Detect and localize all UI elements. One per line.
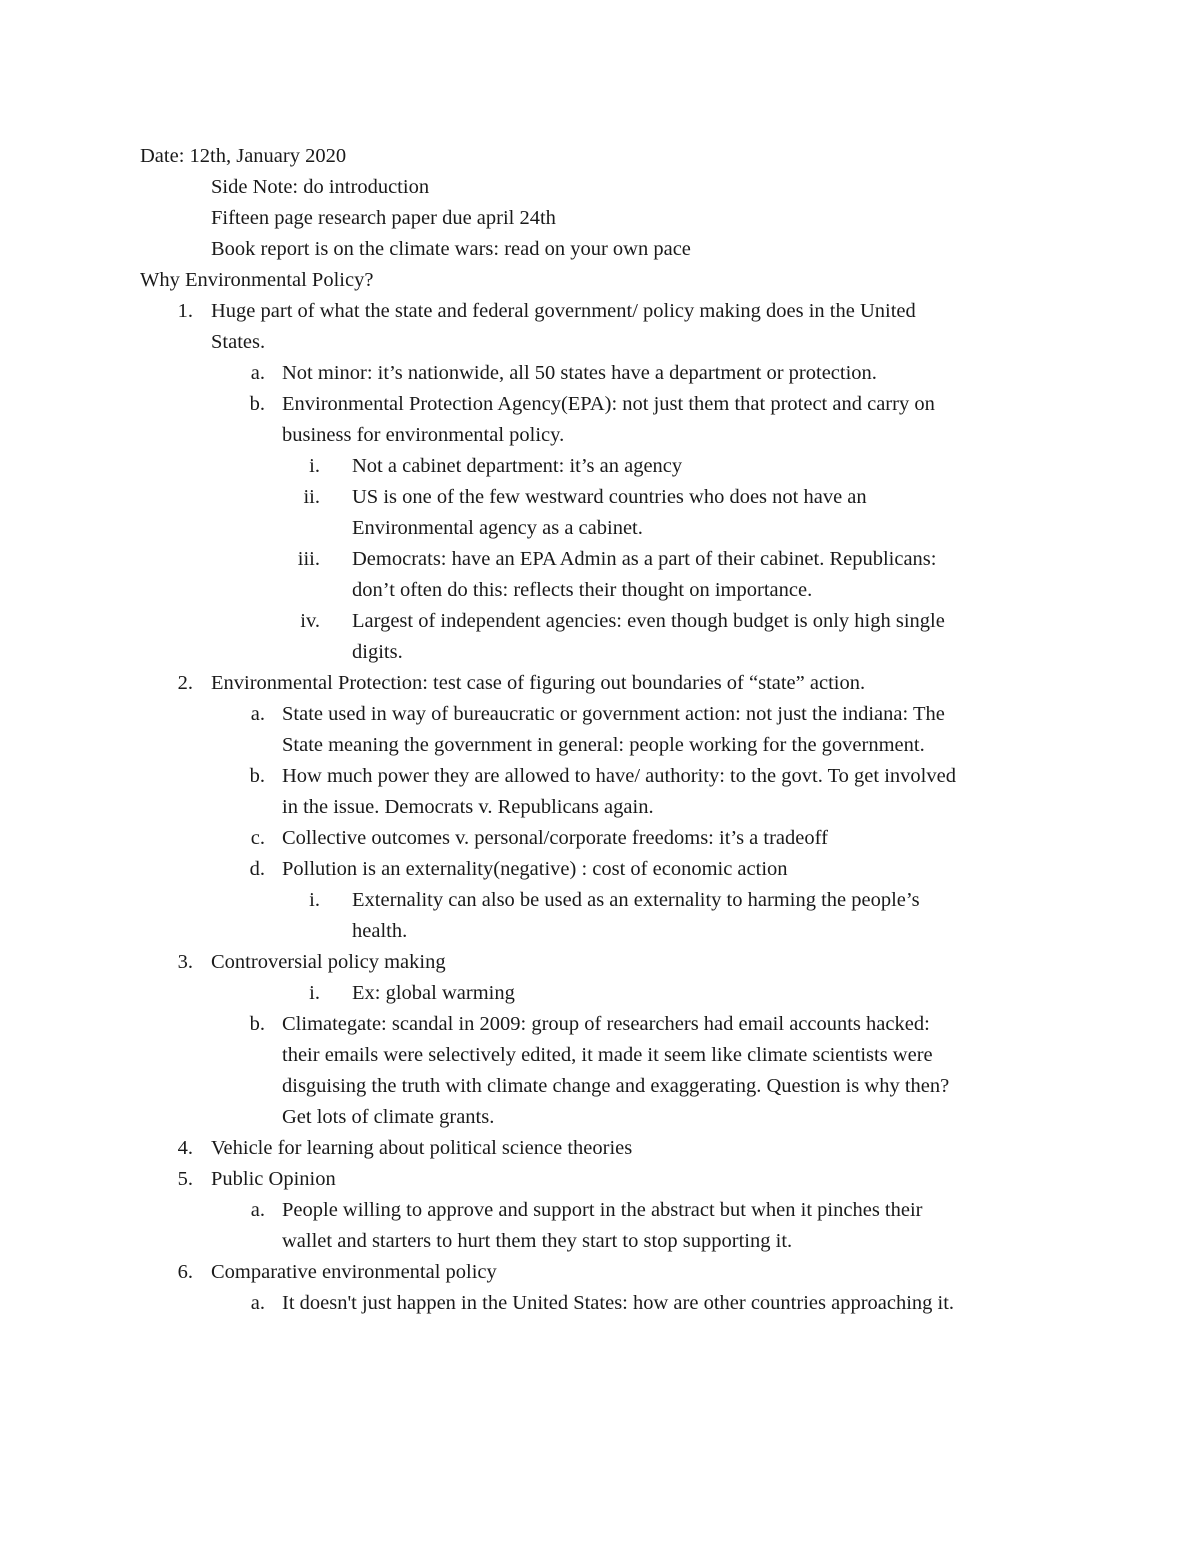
list-item-text: Largest of independent agencies: even though budget is only high single xyxy=(352,610,945,632)
list-marker: a. xyxy=(250,362,265,384)
list-marker: d. xyxy=(249,858,265,880)
list-marker: a. xyxy=(250,1292,265,1314)
list-item-text: Get lots of climate grants. xyxy=(282,1106,495,1128)
list-item-text: Not a cabinet department: it’s an agency xyxy=(352,455,683,477)
list-marker: b. xyxy=(249,765,265,787)
list-marker: b. xyxy=(249,393,265,415)
list-marker: a. xyxy=(250,1199,265,1221)
list-marker: 5. xyxy=(177,1168,193,1190)
list-marker: i. xyxy=(309,455,320,477)
list-item-text: States. xyxy=(211,331,266,353)
list-item-text: Controversial policy making xyxy=(211,951,446,973)
date-line: Date: 12th, January 2020 xyxy=(140,145,347,167)
list-item-text: their emails were selectively edited, it made it seem like climate scientists were xyxy=(282,1044,933,1066)
list-item-text: US is one of the few westward countries who does not have an xyxy=(352,486,867,508)
list-marker: a. xyxy=(250,703,265,725)
list-item-text: Huge part of what the state and federal government/ policy making does in the United xyxy=(211,300,916,322)
list-marker: c. xyxy=(250,827,265,849)
list-item-text: Environmental Protection: test case of figuring out boundaries of “state” action. xyxy=(211,672,866,694)
list-item-text: disguising the truth with climate change and exaggerating. Question is why then? xyxy=(282,1075,950,1097)
list-item-text: Climategate: scandal in 2009: group of researchers had email accounts hacked: xyxy=(282,1013,930,1035)
list-marker: ii. xyxy=(303,486,320,508)
list-marker: 4. xyxy=(177,1137,193,1159)
list-item-text: don’t often do this: reflects their thought on importance. xyxy=(352,579,813,601)
list-marker: i. xyxy=(309,982,320,1004)
list-item-text: Public Opinion xyxy=(211,1168,336,1190)
list-item-text: Not minor: it’s nationwide, all 50 states have a department or protection. xyxy=(282,362,877,384)
side-note: Book report is on the climate wars: read on your own pace xyxy=(211,238,691,260)
list-item-text: in the issue. Democrats v. Republicans again. xyxy=(282,796,654,818)
list-item-text: Environmental agency as a cabinet. xyxy=(352,517,643,539)
list-item-text: business for environmental policy. xyxy=(282,424,565,446)
list-item-text: Pollution is an externality(negative) : cost of economic action xyxy=(282,858,788,880)
list-item-text: Comparative environmental policy xyxy=(211,1261,497,1283)
section-heading: Why Environmental Policy? xyxy=(140,269,374,291)
list-item-text: Environmental Protection Agency(EPA): not just them that protect and carry on xyxy=(282,393,935,415)
list-item-text: Vehicle for learning about political science theories xyxy=(211,1137,633,1159)
list-item-text: Collective outcomes v. personal/corporate freedoms: it’s a tradeoff xyxy=(282,827,828,849)
list-marker: b. xyxy=(249,1013,265,1035)
list-item-text: Ex: global warming xyxy=(352,982,515,1004)
list-item-text: State meaning the government in general: people working for the government. xyxy=(282,734,925,756)
list-item-text: It doesn't just happen in the United States: how are other countries approaching it. xyxy=(282,1292,955,1314)
list-item-text: State used in way of bureaucratic or government action: not just the indiana: The xyxy=(282,703,945,725)
side-note: Side Note: do introduction xyxy=(211,176,430,198)
list-marker: iii. xyxy=(297,548,320,570)
list-item-text: digits. xyxy=(352,641,403,663)
list-marker: i. xyxy=(309,889,320,911)
list-marker: 2. xyxy=(177,672,193,694)
list-item-text: health. xyxy=(352,920,408,942)
list-item-text: How much power they are allowed to have/ authority: to the govt. To get involved xyxy=(282,765,956,787)
list-item-text: wallet and starters to hurt them they start to stop supporting it. xyxy=(282,1230,793,1252)
list-marker: 3. xyxy=(177,951,193,973)
list-marker: 1. xyxy=(177,300,193,322)
list-item-text: Externality can also be used as an externality to harming the people’s xyxy=(352,889,920,911)
list-item-text: People willing to approve and support in the abstract but when it pinches their xyxy=(282,1199,923,1221)
list-marker: 6. xyxy=(177,1261,193,1283)
list-item-text: Democrats: have an EPA Admin as a part of their cabinet. Republicans: xyxy=(352,548,937,570)
list-marker: iv. xyxy=(300,610,320,632)
side-note: Fifteen page research paper due april 24th xyxy=(211,207,556,229)
